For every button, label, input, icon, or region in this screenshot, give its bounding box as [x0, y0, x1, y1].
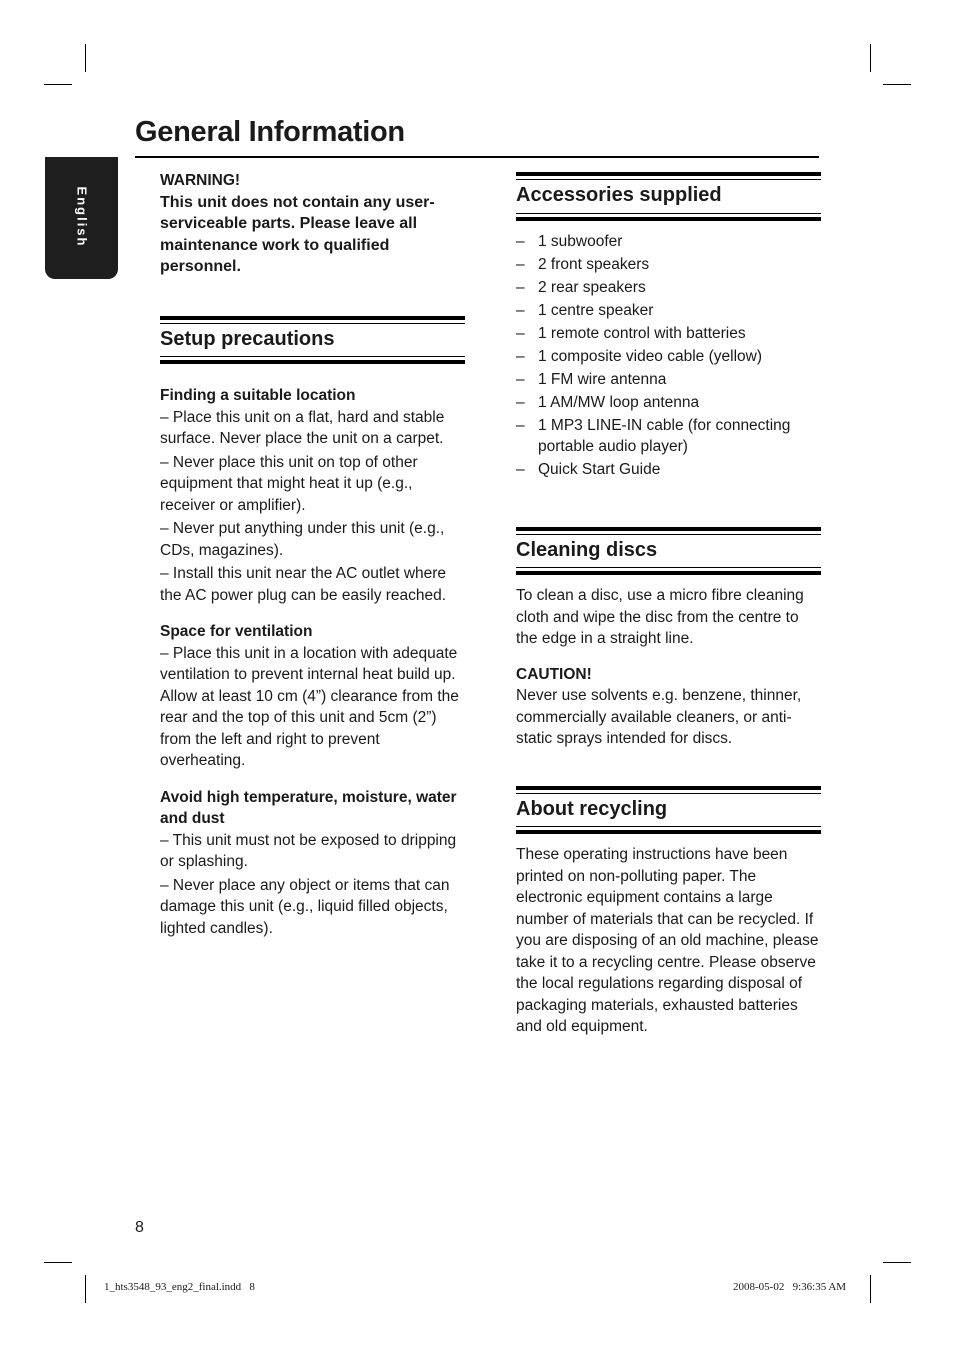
cleaning-text: To clean a disc, use a micro fibre cleaning cloth and wipe the disc from the centre to the edge in a straight line.: [516, 587, 804, 647]
crop-mark: [883, 84, 911, 85]
accessories-title: Accessories supplied: [516, 184, 722, 206]
list-item: – 2 front speakers: [516, 254, 821, 276]
recycling-title: About recycling: [516, 797, 668, 820]
crop-mark: [85, 1275, 86, 1303]
location-bullet: – Install this unit near the AC outlet where the AC power plug can be easily reached.: [160, 565, 447, 604]
list-item: – Quick Start Guide: [516, 459, 821, 481]
section-rule-bottom: [516, 567, 821, 575]
list-item: – 1 subwoofer: [516, 231, 821, 253]
cleaning-section-header: [516, 527, 821, 576]
ventilation-bullet: – Place this unit in a location with adequate ventilation to prevent internal heat build up. Allow at least 10 cm (4”) clearance from the rear and the top of this unit and 5cm (2”) from the left and right to prevent overheating.: [160, 644, 459, 769]
list-item: – 1 MP3 LINE-IN cable (for connecting portable audio player): [516, 415, 821, 458]
location-bullet: – Place this unit on a flat, hard and stable surface. Never place the unit on a carpet.: [160, 408, 445, 447]
language-tab: [45, 157, 118, 279]
date-slug: 2008-05-02 9:36:35 AM: [733, 1281, 847, 1293]
list-item: – 1 AM/MW loop antenna: [516, 392, 821, 414]
list-item: – 1 FM wire antenna: [516, 369, 821, 391]
section-rule-top: [516, 527, 821, 535]
title-rule: [135, 156, 819, 158]
list-item: – 2 rear speakers: [516, 277, 821, 299]
section-rule-bottom: [160, 356, 465, 364]
file-slug: 1_hts3548_93_eng2_final.indd 8: [104, 1281, 255, 1293]
language-tab-label: English: [74, 186, 89, 248]
caution-text: Never use solvents e.g. benzene, thinner, commercially available cleaners, or anti-static sprays intended for discs.: [516, 687, 802, 747]
setup-section-header: [160, 316, 465, 365]
warning-text: This unit does not contain any user-serviceable parts. Please leave all maintenance work to qualified personnel.: [160, 193, 435, 275]
recycling-text: These operating instructions have been printed on non-polluting paper. The electronic equipment contains a large number of materials that can be recycled. If you are disposing of an old machine, please take it to a recycling centre. Please observe the local regulations regarding disposal of packaging materials, exhausted batteries and old equipment.: [516, 846, 819, 1035]
temperature-heading: Avoid high temperature, moisture, water and dust: [160, 788, 457, 827]
crop-mark: [44, 1262, 72, 1263]
location-bullet: – Never place this unit on top of other equipment that might heat it up (e.g., receiver or amplifier).: [160, 453, 418, 514]
crop-mark: [870, 1275, 871, 1303]
crop-mark: [870, 44, 871, 72]
setup-title: Setup precautions: [160, 327, 335, 350]
crop-mark: [85, 44, 86, 72]
recycling-section-header: [516, 786, 821, 835]
temperature-bullet: – This unit must not be exposed to dripping or splashing.: [160, 831, 457, 870]
page-title: General Information: [135, 116, 405, 148]
crop-mark: [883, 1262, 911, 1263]
accessories-section-header: [516, 172, 821, 221]
section-rule-top: [160, 316, 465, 324]
section-rule-top: [516, 172, 821, 180]
list-item: – 1 composite video cable (yellow): [516, 346, 821, 368]
temperature-bullet: – Never place any object or items that can damage this unit (e.g., liquid filled objects, lighted candles).: [160, 876, 450, 937]
page-number: 8: [135, 1219, 144, 1236]
section-rule-bottom: [516, 213, 821, 221]
section-rule-bottom: [516, 826, 821, 834]
location-bullet: – Never put anything under this unit (e.g., CDs, magazines).: [160, 520, 445, 559]
right-column: [516, 172, 821, 1038]
warning-heading: WARNING!: [160, 172, 241, 189]
location-heading: Finding a suitable location: [160, 387, 356, 404]
list-item: – 1 centre speaker: [516, 300, 821, 322]
list-item: – 1 remote control with batteries: [516, 323, 821, 345]
ventilation-heading: Space for ventilation: [160, 623, 313, 640]
cleaning-title: Cleaning discs: [516, 538, 658, 561]
caution-heading: CAUTION!: [516, 665, 592, 683]
crop-mark: [44, 84, 72, 85]
accessories-list: [516, 231, 821, 481]
left-column: [160, 170, 465, 941]
section-rule-top: [516, 786, 821, 794]
